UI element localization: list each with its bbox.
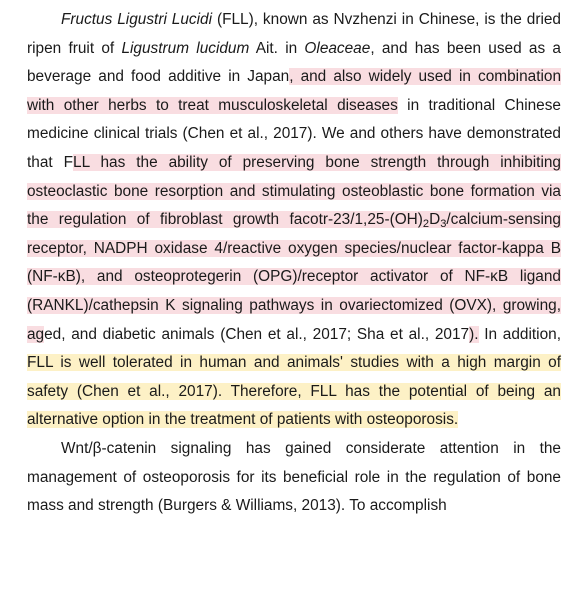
paragraph-wnt: Wnt/β-catenin signaling has gained considerate attention in the management of osteoporosis for its beneficial role in the regulation of bone mass and strength (Burgers & Williams, 2013). To accomplish (27, 439, 561, 515)
paragraph-fll (27, 6, 561, 435)
highlight-pink-bone-strength[interactable] (27, 154, 561, 343)
highlight-text: /calcium-sensing receptor, NADPH oxidase 4/reactive oxygen species/nuclear factor-kappa B (NF-κB), and osteoprotegerin (OPG)/receptor activator of NF-κB ligand (RANKL)/cathepsin K signaling pathways in ovariectomized (OVX), growing, ag (27, 211, 561, 343)
text-segment: ed, and diabetic animals (Chen et al., 2017; Sha et al., 2017 (44, 325, 470, 343)
text-segment: in traditional Chinese medicine clinical trials (Chen et al., 2017). We and others have demonstrated that F (27, 96, 561, 171)
term-ligustrum-lucidum: Ligustrum lucidum (121, 39, 250, 57)
term-fructus-ligustri-lucidi: Fructus Ligustri Lucidi (61, 11, 213, 28)
term-oleaceae: Oleaceae (304, 39, 371, 57)
highlight-yellow-safety[interactable]: FLL is well tolerated in human and animals' studies with a high margin of safety (Chen et al., 2017). Therefore, FLL has the potential of being an alternative option in the treatment of patients with osteoporosis. (27, 354, 561, 429)
highlight-text: LL has the ability of preserving bone strength through inhibiting osteoclastic bone resorption and stimulating osteoblastic bone formation via the regulation of fibroblast growth facotr-23/1,25-(OH) (27, 153, 561, 229)
highlight-text: D (429, 211, 441, 229)
text-segment: (FLL), known as Nvzhenzi in Chinese, is the dried ripen fruit of (27, 11, 561, 57)
text-segment: Ait. in (249, 39, 305, 57)
text-segment: , and has been used as a beverage and food additive in Japan (27, 39, 561, 86)
subscript: 2 (422, 217, 430, 230)
highlight-pink-musculoskeletal[interactable]: , and also widely used in combination with other herbs to treat musculoskeletal diseases (27, 68, 562, 114)
text-segment: In addition, (478, 325, 562, 343)
highlight-pink-citation-end[interactable]: ). (469, 325, 479, 343)
subscript: 3 (440, 217, 447, 230)
